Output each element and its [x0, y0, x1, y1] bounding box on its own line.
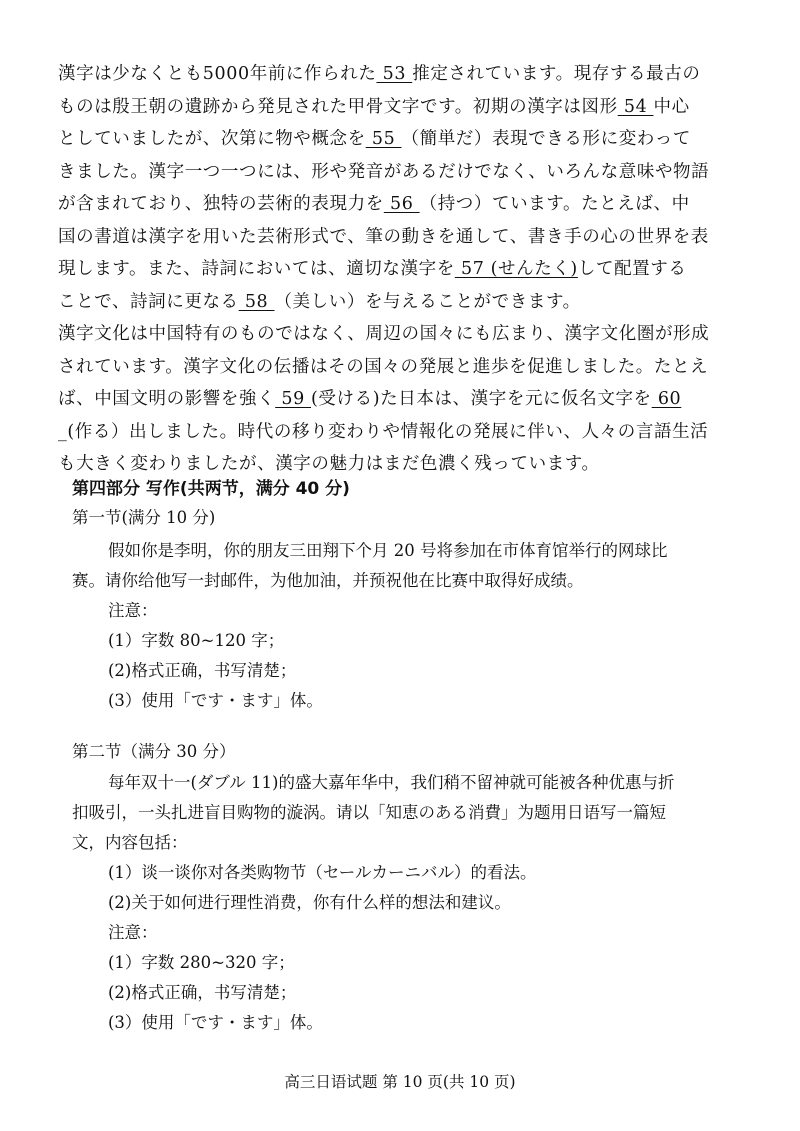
part2-item: (1）谈一谈你对各类购物节（セールカーニバル）的看法。	[108, 863, 537, 882]
passage-line: 漢字は少なくとも5000年前に作られた 53 推定されています。現存する最古の	[58, 64, 701, 84]
page-footer: 高三日语试题 第 10 页(共 10 页)	[284, 1073, 516, 1091]
part2-title: 第二节（满分 30 分）	[72, 742, 236, 761]
passage-line: も大きく変わりましたが、漢字の魅力はまだ色濃く残っています。	[58, 454, 600, 474]
section-heading: 第四部分 写作(共两节，满分 40 分)	[72, 479, 350, 499]
blank-56: 56	[383, 194, 420, 214]
blank-57: 57 (せんたく)	[454, 259, 578, 279]
passage-line: きました。漢字一つ一つには、形や発音があるだけでなく、いろんな意味や物語	[58, 161, 710, 182]
part2-note: (3）使用「です・ます」体。	[108, 1013, 323, 1032]
part1-notes-label: 注意：	[108, 601, 158, 620]
part2-prompt: 扣吸引，一头扎进盲目购物的漩涡。请以「知恵のある消費」为题用日语写一篇短	[72, 803, 666, 822]
blank-59: 59	[275, 389, 311, 409]
part1-note: (1）字数 80~120 字；	[108, 631, 285, 650]
part1-note: (3）使用「です・ます」体。	[108, 691, 323, 710]
passage	[58, 58, 748, 481]
blank-54: 54	[617, 96, 654, 117]
passage-line: が含まれており、独特の芸術的表現力を 56 （持つ）ています。たとえば、中	[58, 194, 690, 214]
part2-note: (1）字数 280~320 字；	[108, 953, 295, 972]
passage-line: されています。漢字文化の伝播はその国々の発展と進歩を促進しました。たとえ	[58, 356, 709, 377]
part2-prompt: 每年双十一(ダブル 11)的盛大嘉年华中，我们稍不留神就可能被各种优惠与折	[108, 773, 675, 792]
part1-note: (2)格式正确，书写清楚；	[108, 661, 297, 680]
part1-title: 第一节(满分 10 分)	[72, 508, 216, 527]
part2-item: (2)关于如何进行理性消费，你有什么样的想法和建议。	[108, 893, 511, 912]
passage-line: 国の書道は漢字を用いた芸術形式で、筆の動きを通して、書き手の心の世界を表	[58, 226, 709, 247]
passage-line: _(作る）出しました。時代の移り変わりや情報化の発展に伴い、人々の言語生活	[58, 421, 709, 442]
passage-line: ものは殷王朝の遺跡から発見された甲骨文字です。初期の漢字は図形 54 中心	[58, 96, 690, 117]
passage-line: 漢字文化は中国特有のものではなく、周辺の国々にも広まり、漢字文化圏が形成	[58, 324, 710, 344]
passage-line: ことで、詩詞に更なる 58 （美しい）を与えることができます。	[58, 291, 581, 312]
part2-notes-label: 注意：	[108, 923, 158, 942]
passage-line: ば、中国文明の影響を強く 59 (受ける)た日本は、漢字を元に仮名文字を 60	[58, 389, 682, 409]
passage-line: 現します。また、詩詞においては、適切な漢字を 57 (せんたく)して配置する	[58, 259, 687, 279]
part1-prompt: 赛。请你给他写一封邮件，为他加油，并预祝他在比赛中取得好成绩。	[72, 571, 584, 590]
blank-60: 60	[651, 389, 682, 409]
blank-55: 55	[365, 129, 402, 149]
part1-prompt: 假如你是李明，你的朋友三田翔下个月 20 号将参加在市体育馆举行的网球比	[108, 541, 668, 560]
part2-prompt: 文，内容包括：	[72, 833, 188, 852]
part2-note: (2)格式正确，书写清楚；	[108, 983, 297, 1002]
blank-53: 53	[376, 64, 413, 84]
passage-line: としていましたが、次第に物や概念を 55 （簡単だ）表現できる形に変わって	[58, 129, 691, 149]
blank-58: 58	[238, 291, 275, 312]
